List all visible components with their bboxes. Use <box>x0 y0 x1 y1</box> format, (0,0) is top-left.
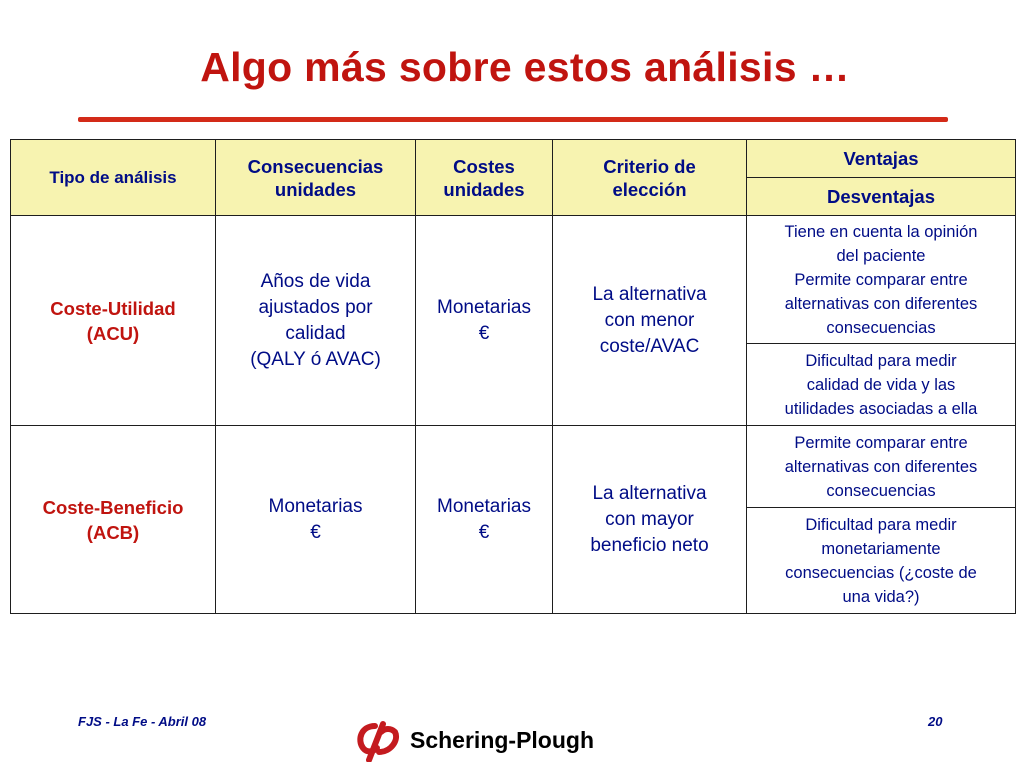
cell-line: Monetarias <box>268 495 363 517</box>
header-desventajas: Desventajas <box>747 178 1016 216</box>
cell-line: (QALY ó AVAC) <box>250 348 381 370</box>
cell-line: € <box>310 521 321 543</box>
row-tipo-line: Coste-Utilidad <box>50 297 176 319</box>
cell-line: coste/AVAC <box>599 335 700 357</box>
slide-title: Algo más sobre estos análisis … <box>200 44 850 90</box>
analysis-table <box>10 139 1016 614</box>
row-criterio <box>553 216 747 426</box>
row-ventajas <box>747 426 1016 508</box>
header-criterio <box>553 140 747 216</box>
cell-line: € <box>478 322 490 344</box>
header-consecuencias <box>216 140 416 216</box>
cell-line: con mayor <box>605 508 694 530</box>
cell-line: alternativas con diferentes <box>784 294 978 313</box>
header-costes-line: Costes <box>453 155 515 177</box>
schering-plough-logo-icon <box>353 718 403 762</box>
row-tipo <box>11 426 216 614</box>
header-criterio-line: Criterio de <box>603 155 696 177</box>
cell-line: consecuencias <box>826 481 936 500</box>
cell-line: alternativas con diferentes <box>784 457 978 476</box>
header-consecuencias-line: unidades <box>274 178 357 200</box>
cell-line: calidad de vida y las <box>806 375 956 394</box>
row-tipo-line: (ACU) <box>86 322 140 344</box>
header-consecuencias-line: Consecuencias <box>247 155 384 177</box>
row-tipo <box>11 216 216 426</box>
table-row <box>11 216 1016 344</box>
cell-line: monetariamente <box>821 539 941 558</box>
cell-line: calidad <box>285 322 346 344</box>
page-number: 20 <box>928 714 943 729</box>
title-underline <box>78 117 948 122</box>
cell-line: beneficio neto <box>590 534 709 556</box>
cell-line: Permite comparar entre <box>794 270 968 289</box>
header-costes <box>416 140 553 216</box>
row-desventajas <box>747 344 1016 426</box>
cell-line: Monetarias <box>437 296 531 318</box>
row-tipo-line: (ACB) <box>86 521 140 543</box>
cell-line: Permite comparar entre <box>794 433 968 452</box>
cell-line: La alternativa <box>592 482 707 504</box>
row-consecuencias <box>216 426 416 614</box>
row-desventajas <box>747 508 1016 614</box>
cell-line: € <box>478 521 490 543</box>
row-costes <box>416 426 553 614</box>
cell-line: una vida?) <box>842 587 920 606</box>
cell-line: Dificultad para medir <box>805 351 957 370</box>
cell-line: ajustados por <box>258 296 373 318</box>
logo-text: Schering-Plough <box>410 727 594 753</box>
row-consecuencias <box>216 216 416 426</box>
row-tipo-line: Coste-Beneficio <box>42 496 184 518</box>
row-criterio <box>553 426 747 614</box>
cell-line: consecuencias (¿coste de <box>785 563 977 582</box>
header-row-1 <box>11 140 1016 178</box>
cell-line: Tiene en cuenta la opinión <box>784 222 978 241</box>
row-costes <box>416 216 553 426</box>
cell-line: La alternativa <box>592 283 707 305</box>
footer-label: FJS - La Fe - Abril 08 <box>78 714 207 729</box>
row-ventajas <box>747 216 1016 344</box>
header-costes-line: unidades <box>443 178 525 200</box>
table-row <box>11 426 1016 508</box>
cell-line: Monetarias <box>437 495 531 517</box>
cell-line: Dificultad para medir <box>805 515 957 534</box>
cell-line: utilidades asociadas a ella <box>784 399 978 418</box>
header-tipo: Tipo de análisis <box>11 140 216 216</box>
header-criterio-line: elección <box>612 178 687 200</box>
header-ventajas: Ventajas <box>747 140 1016 178</box>
cell-line: con menor <box>604 309 695 331</box>
cell-line: consecuencias <box>826 318 936 337</box>
cell-line: Años de vida <box>260 270 371 292</box>
cell-line: del paciente <box>836 246 926 265</box>
